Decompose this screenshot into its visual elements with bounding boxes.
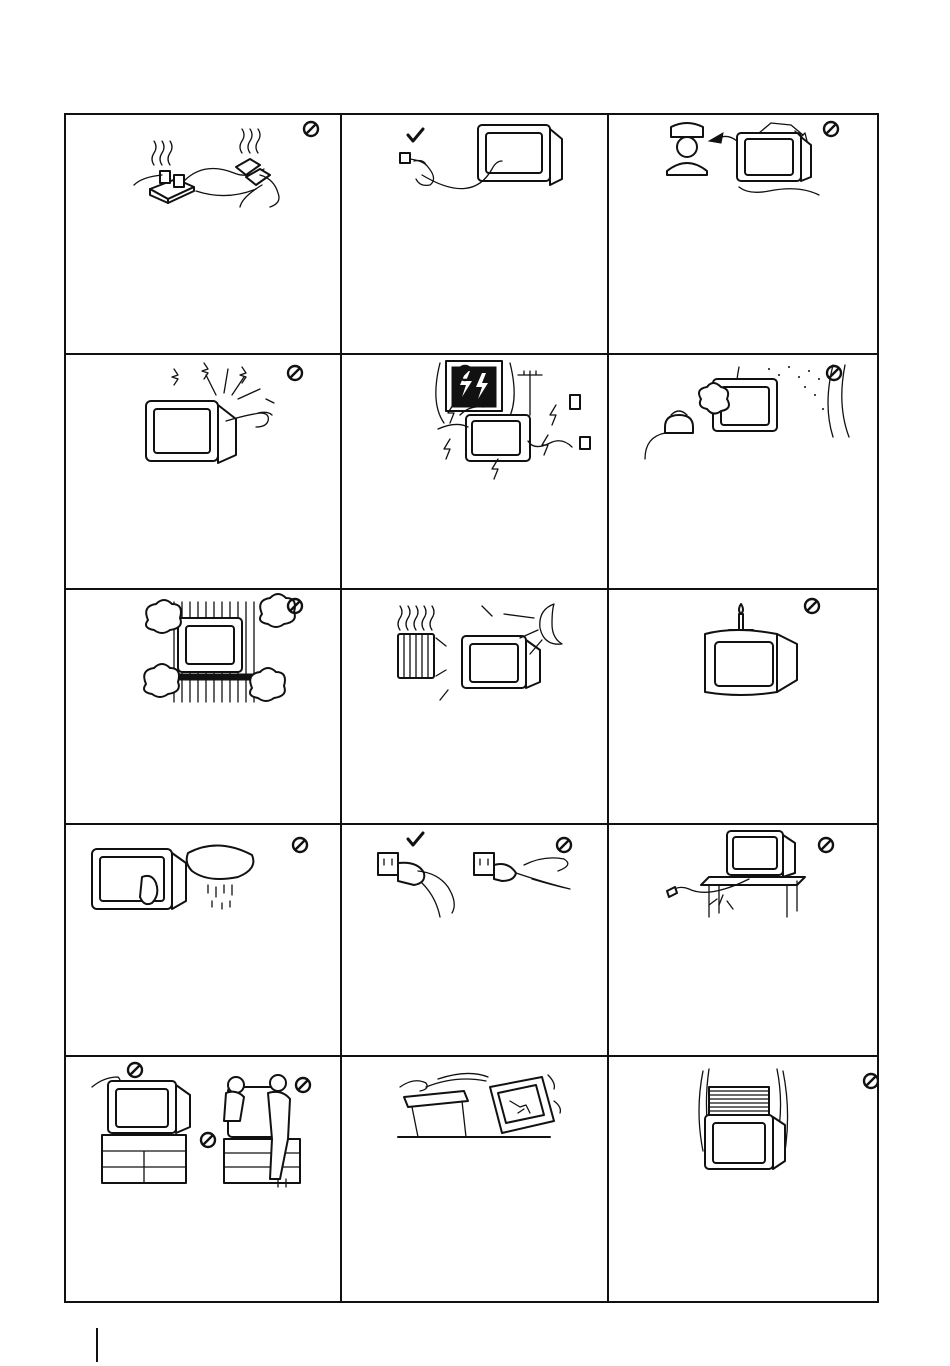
prohibited-icon: [819, 838, 833, 852]
cell-children-climbing: [66, 1057, 340, 1303]
cell-lightning-storm: [342, 355, 607, 588]
blocked-ventilation-icon: [144, 594, 295, 702]
check-icon: [408, 833, 423, 845]
cell-pull-plug: [342, 825, 607, 1055]
lightning-storm-icon: [436, 361, 590, 479]
children-climbing-icon: [92, 1075, 300, 1187]
prohibited-icon: [128, 1063, 142, 1077]
service-technician-icon: [667, 123, 819, 195]
cell-insert-objects: [66, 355, 340, 588]
cell-candle-on-tv: [609, 590, 879, 823]
cell-unstable-table: [342, 1057, 607, 1303]
prohibited-icon: [864, 1074, 878, 1088]
safety-precautions-grid: [64, 113, 879, 1303]
cell-service-technician: [609, 115, 879, 353]
page-margin-rule: [96, 1328, 98, 1362]
cell-overloaded-outlet: [66, 115, 340, 353]
cell-unplug-tv: [342, 115, 607, 353]
cell-objects-on-tv: [609, 1057, 879, 1303]
prohibited-icon: [296, 1078, 310, 1092]
wet-cloth-cleaning-icon: [92, 845, 253, 909]
heat-source-sunlight-icon: [398, 604, 562, 700]
cell-heat-source: [342, 590, 607, 823]
unplug-tv-icon: [400, 125, 562, 189]
overloaded-outlet-icon: [134, 129, 279, 207]
pull-plug-by-body-icon: [378, 853, 570, 917]
prohibited-icon: [557, 838, 571, 852]
prohibited-icon: [293, 838, 307, 852]
unstable-table-icon: [398, 1073, 560, 1137]
objects-on-tv-icon: [699, 1069, 788, 1169]
check-icon: [408, 129, 423, 141]
steam-moisture-icon: [645, 365, 849, 459]
candle-on-tv-icon: [705, 604, 797, 695]
prohibited-icon: [304, 122, 318, 136]
cord-under-stand-icon: [667, 831, 805, 917]
insert-objects-icon: [146, 363, 274, 463]
prohibited-icon: [805, 599, 819, 613]
cell-cord-under-stand: [609, 825, 879, 1055]
cell-steam-moisture: [609, 355, 879, 588]
prohibited-icon: [827, 366, 841, 380]
prohibited-icon: [824, 122, 838, 136]
prohibited-icon: [201, 1133, 215, 1147]
cell-blocked-ventilation: [66, 590, 340, 823]
prohibited-icon: [288, 366, 302, 380]
cell-wet-cloth: [66, 825, 340, 1055]
